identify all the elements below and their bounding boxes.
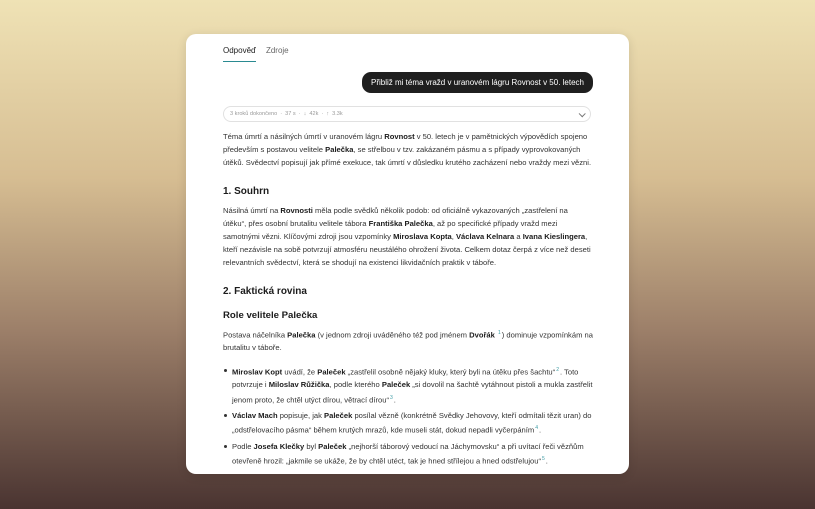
steps-meta: 3 kroků dokončeno · 37 s · ↓ 42k · ↑ 3.3k: [230, 111, 343, 117]
section-heading-summary: 1. Souhrn: [223, 185, 270, 197]
list-item: Miroslav Kopt uvádí, že Paleček „zastřelil osobně nějaký kluky, který byli na útěku přes šachtu“$^2$. Toto potvrzuje i Miloslav Růžička, podle kterého Paleček „si dovolil na šachtě vytáhnout pistoli a mukla zastřelit jenom proto, že chtěl utýct dírou, větrací dírou“$^3$.: [223, 364, 593, 407]
citation-link[interactable]: 1: [498, 329, 501, 336]
tab-bar: [223, 44, 289, 62]
summary-paragraph: Násilná úmrtí na Rovnosti měla podle svědků několik podob: od oficiálně vykazovaných „zastřelení na útěku“, přes osobní brutalitu velitele tábora Františka Palečka, až po specifické případy vražd mezi samotnými vězni. Klíčovými zdroji jsou vzpomínky Miroslava Kopta, Václava Kelnara a Ivana Kieslingera, kteří nezávisle na sobě potvrzují atmosféru neustálého ohrožení života. Celkem dotaz čerpá z více než deseti relevantních svědectví, která se shodují na existenci likvidačních praktik v táboře.: [223, 205, 591, 268]
section-heading-facts: 2. Faktická rovina: [223, 285, 307, 297]
steps-tokens-in: 42k: [309, 111, 319, 117]
steps-tokens-out: 3.3k: [332, 111, 343, 117]
user-query-bubble: Přibliž mi téma vražd v uranovém lágru Rovnost v 50. letech: [362, 72, 593, 93]
steps-label: 3 kroků dokončeno: [230, 111, 278, 117]
list-item: Václav Mach popisuje, jak Paleček posílal vězně (konkrétně Svědky Jehovovy, kteří odmítali tězit uran) do „odstřelovacího pásma“ během krutých mrazů, kde museli stát, dokud nepadli vyčerpáním$^4$.: [223, 409, 593, 437]
tab-answer[interactable]: Odpověď: [223, 44, 256, 62]
subsection-heading: Role velitele Palečka: [223, 309, 318, 321]
citation-link[interactable]: 5: [541, 456, 545, 463]
citation-link[interactable]: 4: [535, 425, 538, 432]
testimony-list: [223, 364, 593, 469]
citation-link[interactable]: 2: [556, 366, 559, 373]
steps-time: 37 s: [285, 111, 296, 117]
chevron-down-icon: [579, 110, 586, 117]
answer-content: [223, 130, 593, 471]
arrow-down-icon: ↓: [303, 111, 307, 117]
subsection-paragraph: Postava náčelníka Palečka (v jednom zdroji uváděného též pod jménem Dvořák $^1$) dominuje vzpomínkám na brutalitu v táboře.: [223, 329, 593, 353]
answer-card: [186, 34, 629, 474]
intro-paragraph: Téma úmrtí a násilných úmrtí v uranovém lágru Rovnost v 50. letech je v pamětnických výpovědích spojeno především s postavou velitele Palečka, se střelbou v tzv. zakázaném pásmu a s případy vyprovokovaných útěků. Svědectví popisují jak přímé exekuce, tak úmrtí v důsledku krutého zacházení nebo vraždy mezi vězni.: [223, 132, 592, 168]
tab-sources[interactable]: Zdroje: [265, 46, 289, 55]
arrow-up-icon: ↑: [326, 111, 330, 117]
list-item: Podle Josefa Klečky byl Paleček „nejhorší táborový vedoucí na Jáchymovsku“ a při uvítací řeči vězňům otevřeně hrozil: „jakmile se ukáže, že by chtěl utéct, tak je hned střílejou a hned odstřelujou“$^5$.: [223, 440, 593, 468]
steps-summary-toggle[interactable]: [223, 106, 591, 122]
citation-link[interactable]: 3: [390, 394, 393, 401]
